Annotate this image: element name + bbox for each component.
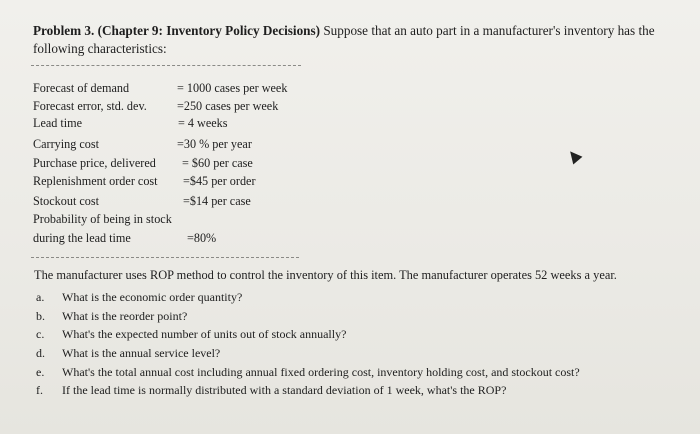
question-text: What's the total annual cost including annual fixed ordering cost, inventory holding cost, and stockout cost? (62, 365, 580, 379)
question-text: What is the reorder point? (62, 309, 188, 323)
spec-label: Forecast error, std. dev. (33, 99, 147, 113)
spec-label: Lead time (33, 116, 83, 130)
question-letter: a. (36, 290, 45, 304)
bottom-divider (31, 257, 299, 258)
question-item (36, 365, 580, 379)
question-letter: f. (36, 383, 43, 397)
question-text: What is the economic order quantity? (62, 290, 243, 304)
spec-value: =$45 per order (183, 174, 256, 188)
question-text: If the lead time is normally distributed with a standard deviation of 1 week, what's the ROP? (62, 383, 507, 397)
question-item (36, 309, 187, 323)
problem-heading: Problem 3. (Chapter 9: Inventory Policy Decisions) (33, 23, 321, 38)
spec-value: = $60 per case (182, 156, 253, 170)
spec-label: Carrying cost (33, 137, 100, 151)
question-letter: b. (36, 309, 45, 323)
mouse-pointer-icon (566, 148, 583, 165)
spec-label: Forecast of demand (33, 81, 130, 95)
question-item (36, 346, 220, 360)
problem-statement (33, 22, 683, 58)
spec-label: Replenishment order cost (33, 174, 158, 188)
spec-label: Probability of being in stock (33, 212, 172, 226)
spec-label: Stockout cost (33, 194, 100, 208)
question-item (36, 290, 242, 304)
intro-text: The manufacturer uses ROP method to control the inventory of this item. The manufacturer operates 52 weeks a year. (34, 268, 617, 282)
question-letter: d. (36, 346, 45, 360)
spec-value: = 4 weeks (178, 116, 228, 130)
top-divider (31, 65, 301, 66)
question-letter: c. (36, 327, 45, 341)
question-item (36, 327, 346, 341)
problem-text-line1: Suppose that an auto part in a manufacturer's inventory has the (320, 23, 655, 38)
spec-label: Purchase price, delivered (33, 156, 156, 170)
spec-value: =80% (187, 231, 217, 245)
question-letter: e. (36, 365, 45, 379)
problem-text-line2: following characteristics: (33, 41, 167, 56)
spec-value: =30 % per year (177, 137, 252, 151)
question-text: What's the expected number of units out of stock annually? (62, 327, 347, 341)
spec-value: =250 cases per week (177, 99, 279, 113)
spec-value: = 1000 cases per week (177, 81, 288, 95)
spec-value: =$14 per case (183, 194, 251, 208)
question-text: What is the annual service level? (62, 346, 221, 360)
question-item (36, 383, 506, 397)
spec-label: during the lead time (33, 231, 131, 245)
